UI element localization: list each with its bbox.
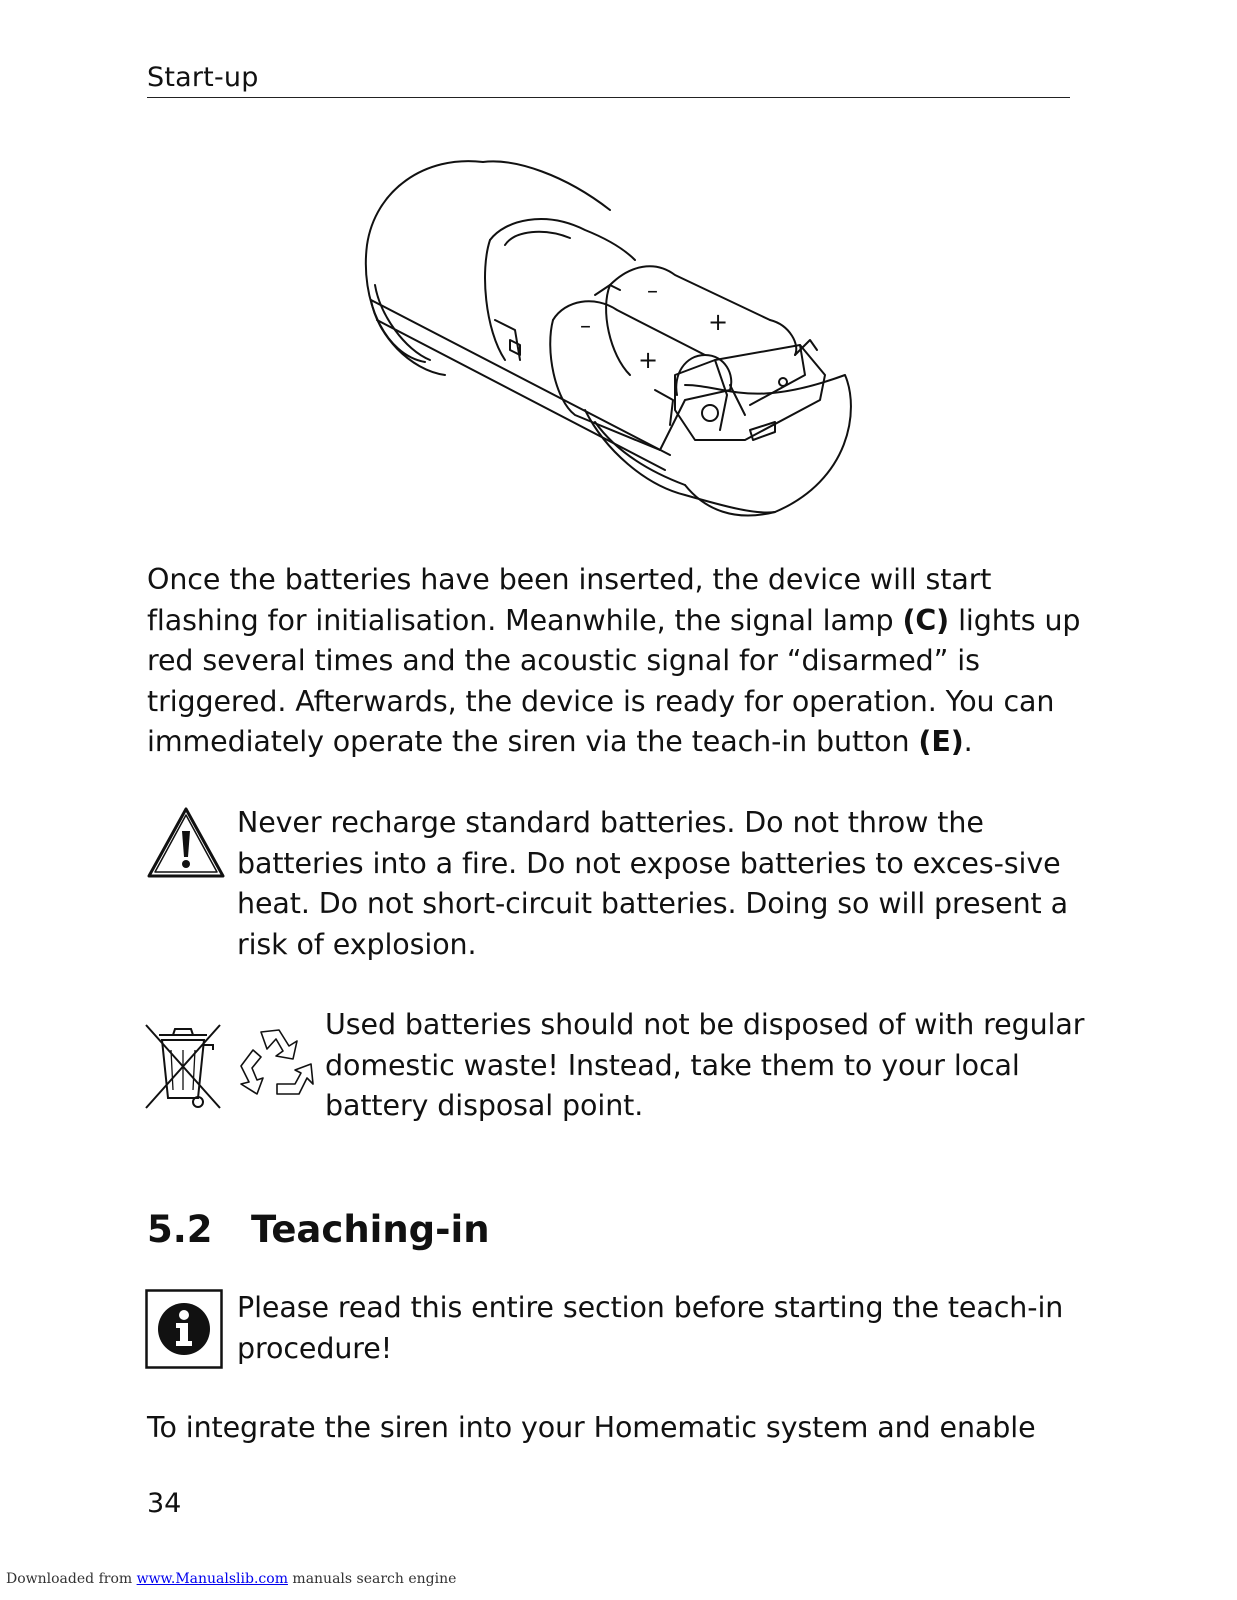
battery-plus-mark-2: + bbox=[638, 346, 659, 374]
manualslib-link[interactable]: www.Manualslib.com bbox=[136, 1571, 288, 1587]
disposal-icons bbox=[143, 1020, 318, 1115]
section-title: Teaching-in bbox=[251, 1208, 490, 1251]
ref-signal-lamp: (C) bbox=[902, 603, 950, 637]
page-number: 34 bbox=[147, 1488, 182, 1519]
warning-triangle-icon bbox=[145, 805, 227, 881]
para1-text-2: lights up red several times and the acoustic signal for “disarmed” is triggered. Afterwards, the device is ready for operation. You can immediately operate the siren via the teach-in button bbox=[147, 603, 1081, 758]
initialisation-paragraph bbox=[147, 560, 1087, 763]
download-footer bbox=[6, 1571, 456, 1587]
battery-warning-text: Never recharge standard batteries. Do not throw the batteries into a fire. Do not expose batteries to exces-sive heat. Do not short-circuit batteries. Doing so will present a risk of explosion. bbox=[237, 806, 1068, 961]
info-note-text: Please read this entire section before starting the teach-in procedure! bbox=[237, 1291, 1064, 1365]
battery-plus-mark-1: + bbox=[708, 308, 729, 336]
footer-suffix: manuals search engine bbox=[287, 1571, 457, 1587]
footer-prefix: Downloaded from bbox=[6, 1571, 137, 1587]
integration-paragraph: To integrate the siren into your Homematic system and enable bbox=[147, 1411, 1036, 1444]
para1-text-1: Once the batteries have been inserted, the device will start flashing for initialisation. Meanwhile, the signal lamp bbox=[147, 563, 992, 637]
section-heading bbox=[147, 1208, 490, 1251]
header-title: Start-up bbox=[147, 62, 259, 93]
battery-minus-mark-2: – bbox=[580, 314, 591, 339]
battery-compartment-illustration bbox=[355, 150, 875, 530]
info-icon bbox=[145, 1289, 223, 1369]
page-header bbox=[147, 62, 1070, 98]
battery-minus-mark-1: – bbox=[647, 279, 658, 304]
crossed-bin-icon bbox=[143, 1020, 223, 1115]
battery-disposal-text: Used batteries should not be disposed of with regular domestic waste! Instead, take them to your local battery disposal point. bbox=[325, 1008, 1085, 1122]
ref-teach-in-button: (E) bbox=[918, 725, 964, 758]
section-number: 5.2 bbox=[147, 1208, 213, 1251]
para1-text-3: . bbox=[963, 725, 973, 758]
recycle-icon bbox=[231, 1022, 316, 1107]
